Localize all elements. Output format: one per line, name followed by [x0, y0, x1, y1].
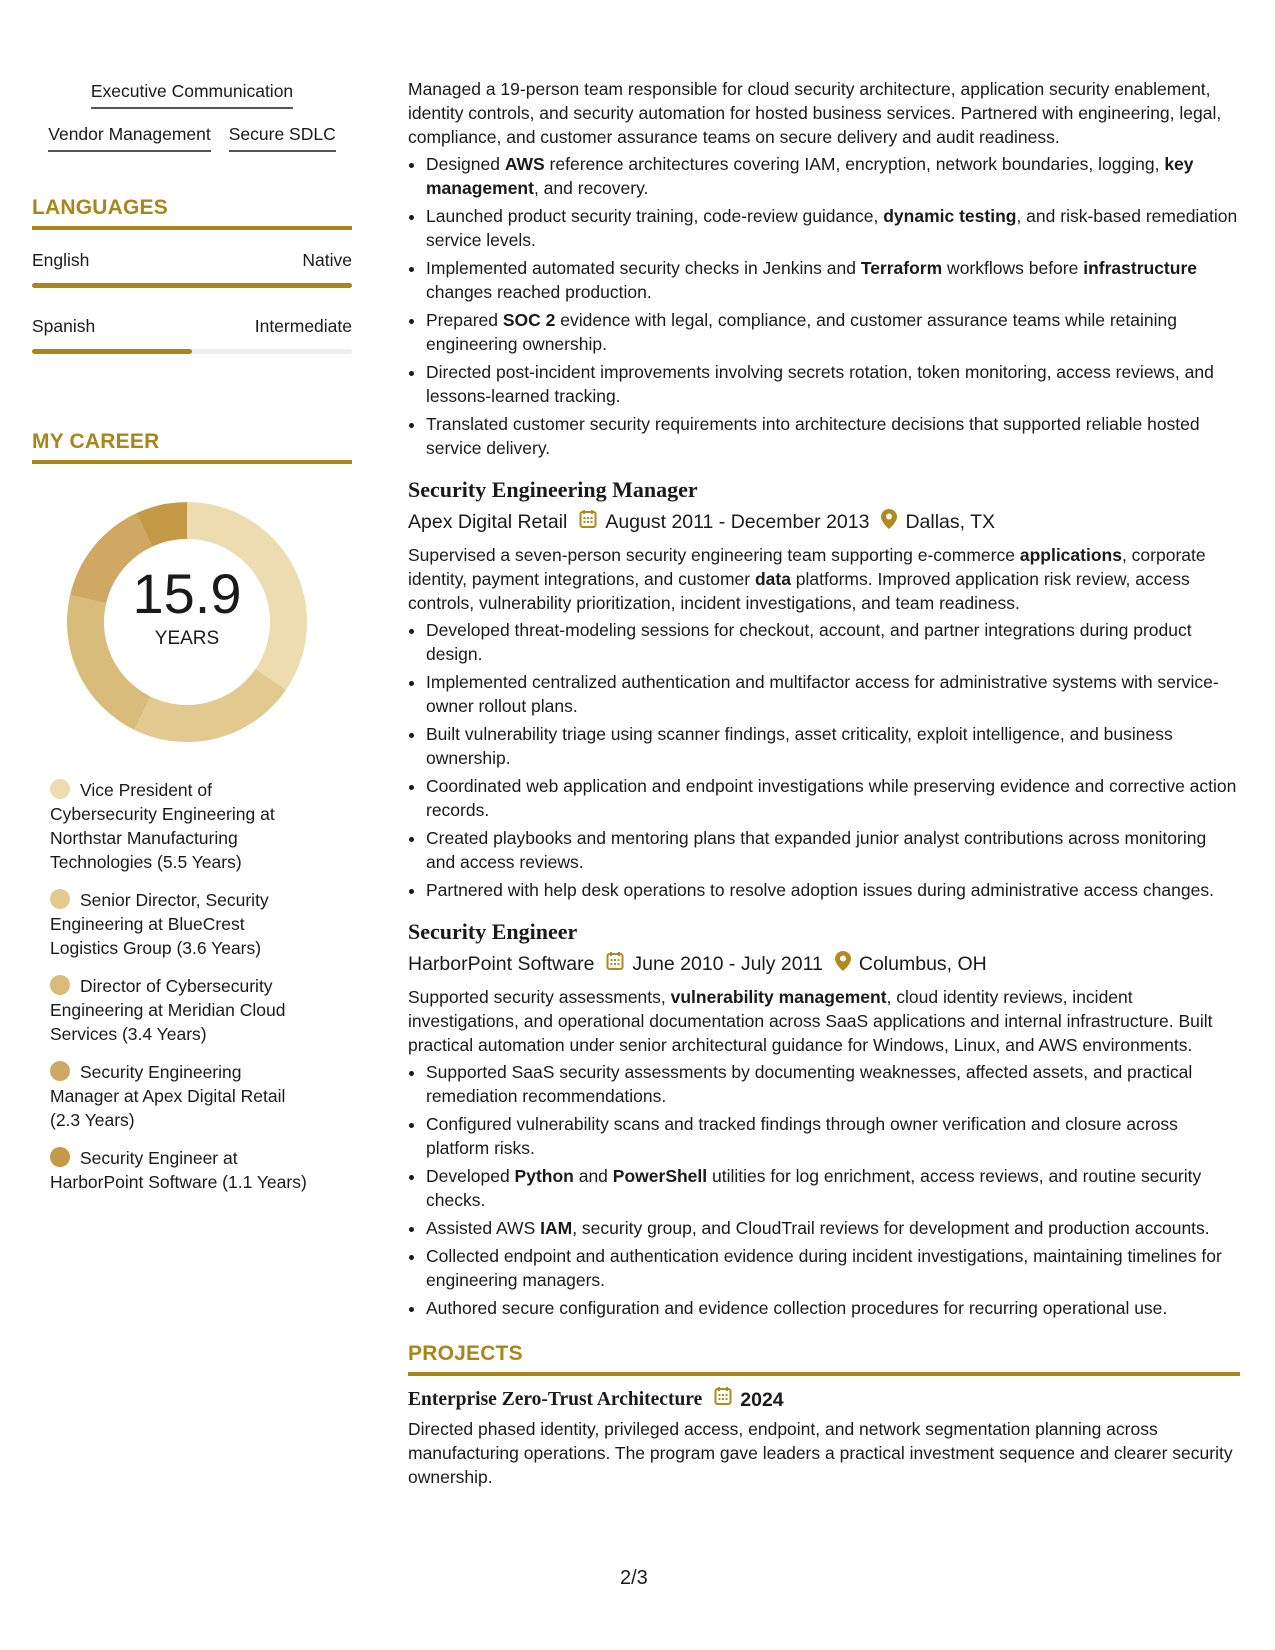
- text-segment: Authored secure configuration and evidence collection procedures for recurring operational use.: [426, 1298, 1168, 1318]
- skill-tag: Vendor Management: [48, 123, 210, 152]
- language-bar: [32, 283, 352, 288]
- projects-heading: PROJECTS: [408, 1342, 1240, 1376]
- language-level: Intermediate: [254, 315, 352, 336]
- skill-tag: Executive Communication: [91, 80, 293, 109]
- job-bullets: [408, 1060, 1240, 1320]
- legend-label: Senior Director, Security Engineering at BlueCrest Logistics Group (3.6 Years): [50, 889, 269, 958]
- bold-keyword: Python: [514, 1166, 574, 1186]
- text-segment: changes reached production.: [426, 282, 652, 302]
- location-pin-icon: [881, 509, 897, 535]
- bullet-item: [426, 1164, 1240, 1212]
- legend-label: Security Engineer at HarborPoint Software (1.1 Years): [50, 1147, 307, 1192]
- bullet-item: [426, 256, 1240, 304]
- text-segment: Partnered with help desk operations to resolve adoption issues during administrative access changes.: [426, 880, 1214, 900]
- project-description: Directed phased identity, privileged access, endpoint, and network segmentation planning across manufacturing operations. The program gave leaders a practical investment sequence and clearer security ownership.: [408, 1419, 1233, 1487]
- career-unit: YEARS: [154, 627, 220, 649]
- language-bar-fill: [32, 349, 192, 354]
- job-summary: Managed a 19-person team responsible for cloud security architecture, application security enablement, identity controls, and security automation for hosted business services. Partnered with engineering, legal, compliance, and customer assurance teams on secure delivery and audit readiness.: [408, 79, 1222, 147]
- calendar-icon: [606, 951, 624, 977]
- calendar-icon: [579, 509, 597, 535]
- company-name: Apex Digital Retail: [408, 511, 568, 533]
- career-total: 15.9: [132, 561, 242, 625]
- text-segment: workflows before: [942, 258, 1084, 278]
- job-meta: [408, 509, 1240, 535]
- legend-item: [50, 888, 310, 960]
- bullet-item: [426, 308, 1240, 356]
- bold-keyword: PowerShell: [612, 1166, 708, 1186]
- bullet-item: [426, 152, 1240, 200]
- bullet-item: [426, 360, 1240, 408]
- career-heading: MY CAREER: [32, 430, 352, 464]
- company-name: HarborPoint Software: [408, 953, 595, 975]
- job-dates: August 2011 - December 2013: [605, 511, 870, 533]
- text-segment: Coordinated web application and endpoint investigations while preserving evidence and corrective action records.: [426, 776, 1237, 820]
- calendar-icon: [714, 1386, 732, 1413]
- bold-keyword: infrastructure: [1083, 258, 1197, 278]
- skill-tag: Secure SDLC: [229, 123, 336, 152]
- bullet-item: [426, 1244, 1240, 1292]
- legend-label: Vice President of Cybersecurity Engineering at Northstar Manufacturing Technologies (5.5 Years): [50, 779, 275, 872]
- career-legend: [50, 778, 310, 1194]
- legend-dot: [50, 779, 70, 799]
- bullet-item: [426, 826, 1240, 874]
- legend-item: [50, 974, 310, 1046]
- bold-keyword: AWS: [504, 154, 545, 174]
- text-segment: , cloud identity reviews, incident investigations, and operational documentation across SaaS applications and internal infrastructure. Built practical automation under senior architectural guidance for Windows, Linux, and AWS environments.: [408, 987, 1213, 1055]
- bold-keyword: key management: [426, 154, 1194, 198]
- text-segment: reference architectures covering IAM, encryption, network boundaries, logging,: [544, 154, 1165, 174]
- right-column: [408, 77, 1240, 1489]
- text-segment: Supported security assessments,: [408, 987, 671, 1007]
- language-level: Native: [302, 249, 352, 270]
- job-summary: [408, 985, 1240, 1057]
- job-meta: [408, 951, 1240, 977]
- text-segment: Developed: [426, 1166, 515, 1186]
- project-header: [408, 1386, 1240, 1413]
- location-pin-icon: [835, 951, 851, 977]
- job-location: Columbus, OH: [858, 953, 987, 975]
- career-section: [32, 430, 352, 1194]
- bullet-item: [426, 204, 1240, 252]
- bullet-item: [426, 1296, 1240, 1320]
- skills-tags: [32, 80, 352, 152]
- legend-label: Director of Cybersecurity Engineering at Meridian Cloud Services (3.4 Years): [50, 975, 286, 1044]
- legend-label: Security Engineering Manager at Apex Digital Retail (2.3 Years): [50, 1061, 286, 1130]
- text-segment: Implemented centralized authentication and multifactor access for administrative systems with service-owner rollout plans.: [426, 672, 1219, 716]
- text-segment: Translated customer security requirements into architecture decisions that supported reliable hosted service delivery.: [426, 414, 1200, 458]
- bold-keyword: applications: [1019, 545, 1122, 565]
- legend-dot: [50, 975, 70, 995]
- language-name: English: [32, 249, 90, 270]
- bullet-item: [426, 1112, 1240, 1160]
- bullet-item: [426, 774, 1240, 822]
- legend-item: [50, 1060, 310, 1132]
- text-segment: platforms. Improved application risk review, access controls, vulnerability prioritization, incident investigations, and team readiness.: [408, 569, 1190, 613]
- job-title: Security Engineer: [408, 919, 578, 944]
- text-segment: Configured vulnerability scans and tracked findings through owner verification and closure across platform risks.: [426, 1114, 1178, 1158]
- languages-section: [32, 196, 352, 354]
- bold-keyword: dynamic testing: [883, 206, 1017, 226]
- bullet-item: [426, 1060, 1240, 1108]
- bullet-item: [426, 412, 1240, 460]
- legend-item: [50, 778, 310, 874]
- text-segment: and: [573, 1166, 613, 1186]
- text-segment: , security group, and CloudTrail reviews for development and production accounts.: [572, 1218, 1210, 1238]
- career-donut-chart: [67, 502, 307, 742]
- text-segment: evidence with legal, compliance, and customer assurance teams while retaining engineering ownership.: [426, 310, 1177, 354]
- left-column: [32, 80, 352, 1208]
- job-bullets: [408, 618, 1240, 902]
- text-segment: Supervised a seven-person security engineering team supporting e-commerce: [408, 545, 1020, 565]
- text-segment: Assisted AWS: [426, 1218, 541, 1238]
- text-segment: Launched product security training, code-review guidance,: [426, 206, 884, 226]
- text-segment: , corporate identity, payment integrations, and customer: [408, 545, 1206, 589]
- bold-keyword: SOC 2: [502, 310, 556, 330]
- legend-dot: [50, 1147, 70, 1167]
- text-segment: Developed threat-modeling sessions for checkout, account, and partner integrations during product design.: [426, 620, 1192, 664]
- language-bar-fill: [32, 283, 352, 288]
- job-title: Security Engineering Manager: [408, 477, 698, 502]
- bullet-item: [426, 618, 1240, 666]
- text-segment: Implemented automated security checks in Jenkins and: [426, 258, 861, 278]
- bold-keyword: data: [754, 569, 791, 589]
- text-segment: , and risk-based remediation service levels.: [426, 206, 1238, 250]
- text-segment: Collected endpoint and authentication evidence during incident investigations, maintaining timelines for engineering managers.: [426, 1246, 1222, 1290]
- bullet-item: [426, 1216, 1240, 1240]
- bullet-item: [426, 670, 1240, 718]
- language-item: [32, 316, 352, 354]
- text-segment: Designed: [426, 154, 505, 174]
- text-segment: Built vulnerability triage using scanner findings, asset criticality, exploit intelligence, and business ownership.: [426, 724, 1173, 768]
- page-number: 2/3: [620, 1567, 648, 1589]
- text-segment: Supported SaaS security assessments by documenting weaknesses, affected assets, and practical remediation recommendations.: [426, 1062, 1193, 1106]
- language-bar: [32, 349, 352, 354]
- job-dates: June 2010 - July 2011: [632, 953, 823, 975]
- job-location: Dallas, TX: [905, 511, 996, 533]
- text-segment: Prepared: [426, 310, 503, 330]
- job-summary: [408, 543, 1240, 615]
- text-segment: utilities for log enrichment, access reviews, and routine security checks.: [426, 1166, 1202, 1210]
- bold-keyword: IAM: [540, 1218, 573, 1238]
- job-bullets: [408, 152, 1240, 460]
- bullet-item: [426, 722, 1240, 770]
- text-segment: Created playbooks and mentoring plans that expanded junior analyst contributions across monitoring and access reviews.: [426, 828, 1207, 872]
- text-segment: Directed post-incident improvements involving secrets rotation, token monitoring, access reviews, and lessons-learned tracking.: [426, 362, 1214, 406]
- legend-item: [50, 1146, 310, 1194]
- project-title: Enterprise Zero-Trust Architecture: [408, 1388, 703, 1410]
- language-item: [32, 250, 352, 288]
- bullet-item: [426, 878, 1240, 902]
- languages-heading: LANGUAGES: [32, 196, 352, 230]
- legend-dot: [50, 889, 70, 909]
- language-name: Spanish: [32, 315, 96, 336]
- text-segment: , and recovery.: [533, 178, 649, 198]
- legend-dot: [50, 1061, 70, 1081]
- project-year: 2024: [740, 1388, 784, 1411]
- bold-keyword: vulnerability management: [670, 987, 887, 1007]
- bold-keyword: Terraform: [860, 258, 943, 278]
